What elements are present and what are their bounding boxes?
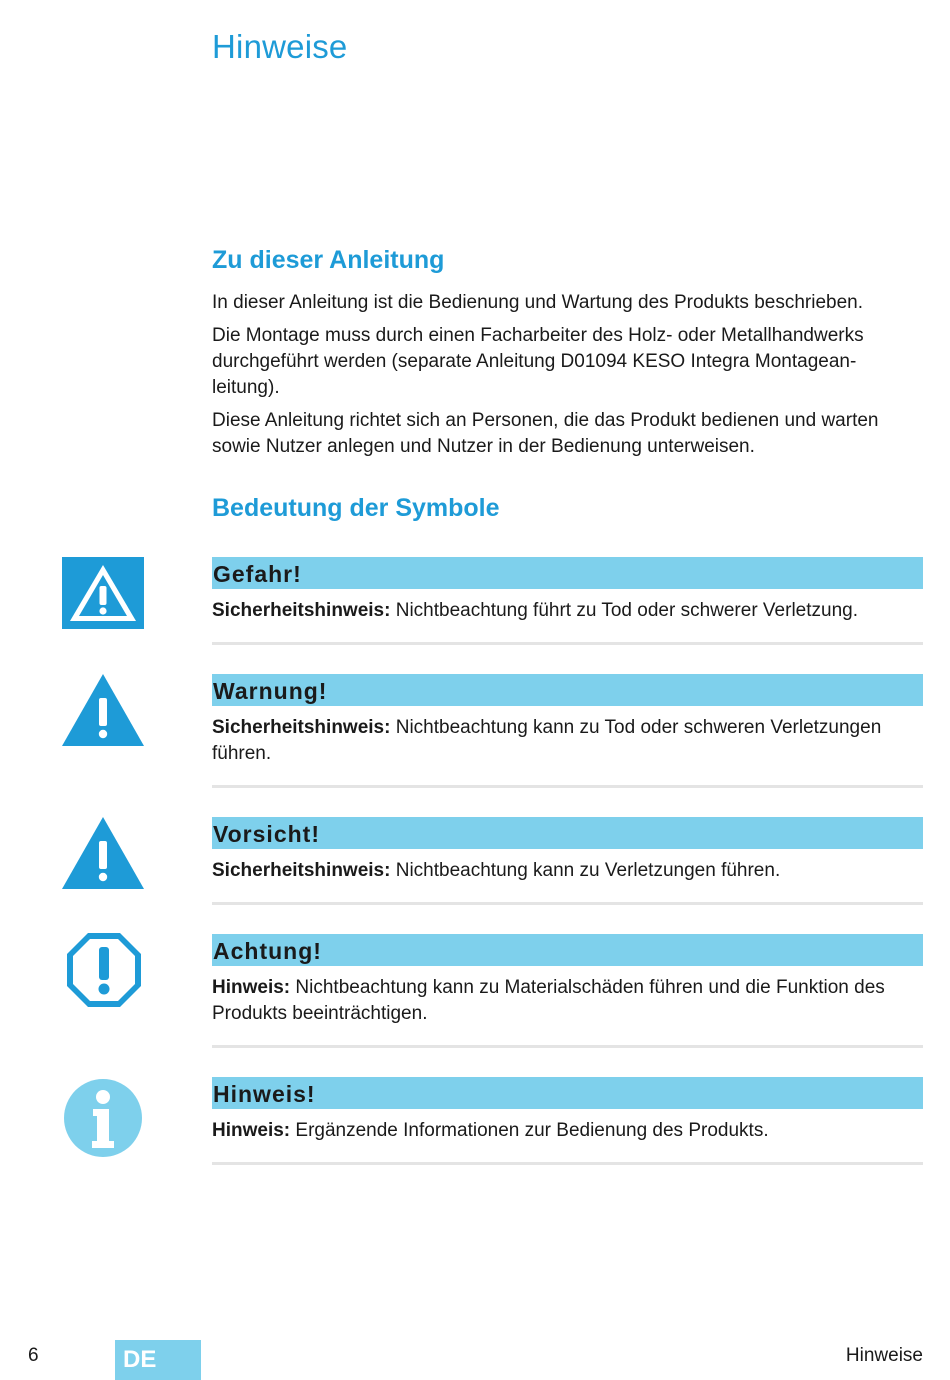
warning-square-icon bbox=[60, 555, 146, 631]
divider bbox=[212, 902, 923, 905]
notice-info bbox=[212, 1077, 923, 1144]
notice-title: Hinweis! bbox=[212, 1077, 923, 1109]
notice-title: Gefahr! bbox=[212, 557, 923, 589]
page-number: 6 bbox=[28, 1345, 39, 1366]
divider bbox=[212, 1162, 923, 1165]
notice-danger bbox=[212, 557, 923, 624]
warning-triangle-icon bbox=[60, 672, 146, 748]
info-circle-icon bbox=[63, 1078, 143, 1158]
intro-text bbox=[212, 290, 912, 467]
page-title: Hinweise bbox=[212, 28, 348, 65]
notice-body: Nichtbeachtung kann zu Tod oder schweren Verletzungen führen. bbox=[212, 717, 882, 764]
notice-title: Vorsicht! bbox=[212, 817, 923, 849]
notice-text bbox=[212, 975, 923, 1027]
notice-body: Ergänzende Informationen zur Bedienung des Produkts. bbox=[290, 1120, 769, 1141]
notice-warning bbox=[212, 674, 923, 767]
notice-lead: Hinweis: bbox=[212, 977, 291, 998]
language-badge: DE bbox=[115, 1340, 201, 1380]
section-heading-symbols: Bedeutung der Symbole bbox=[212, 494, 500, 522]
notice-attention bbox=[212, 934, 923, 1027]
notice-title: Achtung! bbox=[212, 934, 923, 966]
section-heading-about: Zu dieser Anleitung bbox=[212, 246, 445, 274]
notice-body: Nichtbeachtung führt zu Tod oder schwerer Verletzung. bbox=[390, 600, 858, 621]
intro-paragraph: Diese Anleitung richtet sich an Personen, die das Produkt bedienen und warten sowie Nutzer anlegen und Nutzer in der Bedienung unterweisen. bbox=[212, 410, 879, 457]
notice-caution bbox=[212, 817, 923, 884]
divider bbox=[212, 1045, 923, 1048]
notice-text bbox=[212, 858, 923, 884]
notice-lead: Sicherheitshinweis: bbox=[212, 717, 391, 738]
divider bbox=[212, 642, 923, 645]
notice-title: Warnung! bbox=[212, 674, 923, 706]
notice-text bbox=[212, 715, 923, 767]
notice-body: Nichtbeachtung kann zu Verletzungen führen. bbox=[390, 860, 781, 881]
notice-lead: Sicherheitshinweis: bbox=[212, 860, 391, 881]
divider bbox=[212, 785, 923, 788]
notice-body: Nichtbeachtung kann zu Materialschäden führen und die Funktion des Produkts beeinträchtigen. bbox=[212, 977, 885, 1024]
octagon-exclamation-icon bbox=[64, 930, 144, 1010]
notice-lead: Sicherheitshinweis: bbox=[212, 600, 391, 621]
footer-section-title: Hinweise bbox=[845, 1345, 923, 1366]
intro-paragraph: Die Montage muss durch einen Facharbeiter des Holz- oder Metallhandwerks durchgeführt werden (separate Anleitung D01094 KESO Integra Montageanleitung). bbox=[212, 325, 864, 398]
warning-triangle-icon bbox=[60, 815, 146, 891]
notice-text bbox=[212, 598, 923, 624]
intro-paragraph: In dieser Anleitung ist die Bedienung und Wartung des Produkts beschrieben. bbox=[212, 292, 863, 313]
notice-lead: Hinweis: bbox=[212, 1120, 291, 1141]
notice-text bbox=[212, 1118, 923, 1144]
